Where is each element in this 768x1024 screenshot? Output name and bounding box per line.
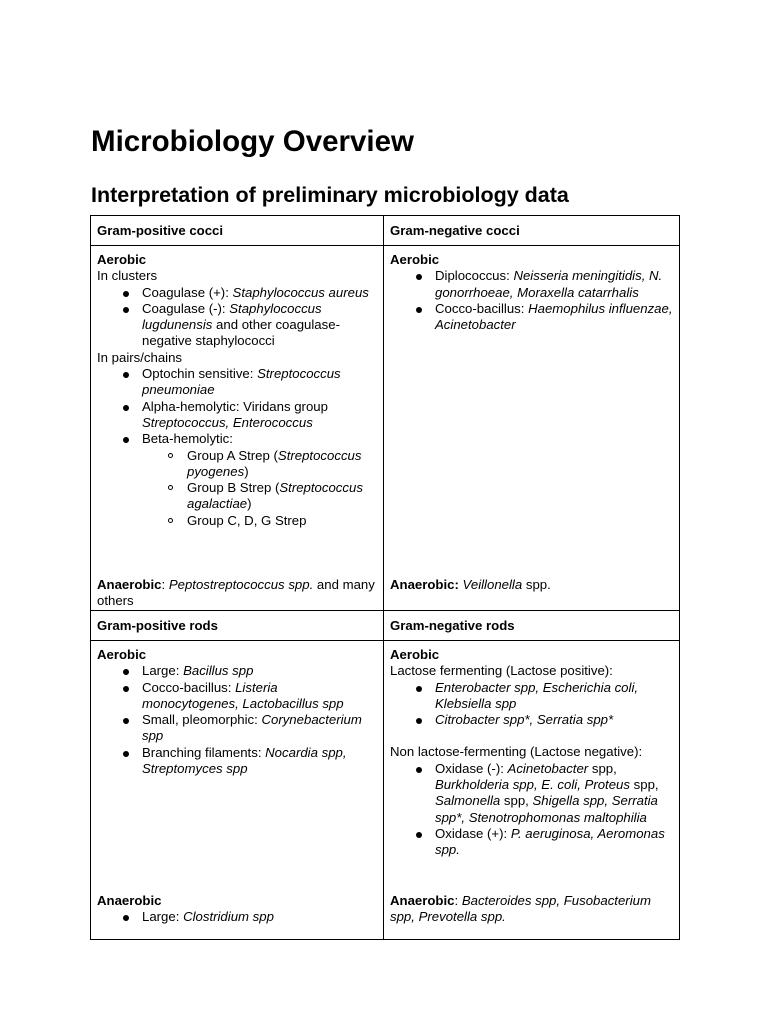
aerobic-label: Aerobic — [97, 252, 147, 267]
anaerobic-note: Anaerobic: Veillonella spp. — [390, 577, 551, 592]
anaerobic-note: Anaerobic: Peptostreptococcus spp. and many others — [97, 577, 375, 609]
cell-gram-positive-cocci — [91, 246, 384, 611]
table-row-cocci — [91, 246, 680, 611]
cell-gram-positive-rods — [91, 641, 384, 940]
list-item: Diplococcus: Neisseria meningitidis, N. gonorrhoeae, Moraxella catarrhalis — [435, 268, 673, 301]
table-row-rods — [91, 641, 680, 940]
table-header-row — [91, 611, 680, 641]
bullet-list — [390, 268, 673, 333]
table-header-row — [91, 216, 680, 246]
sub-list-item: Group A Strep (Streptococcus pyogenes) — [187, 448, 377, 481]
list-item: Large: Clostridium spp — [142, 909, 375, 925]
list-item: Cocco-bacillus: Haemophilus influenzae, Acinetobacter — [435, 300, 673, 333]
list-item: Oxidase (+): P. aeruginosa, Aeromonas spp. — [435, 826, 673, 859]
header-gram-negative-rods: Gram-negative rods — [384, 611, 680, 641]
list-item: Large: Bacillus spp — [142, 663, 377, 679]
header-gram-positive-rods: Gram-positive rods — [91, 611, 384, 641]
header-gram-positive-cocci: Gram-positive cocci — [91, 216, 384, 246]
list-item: Cocco-bacillus: Listeria monocytogenes, Lactobacillus spp — [142, 680, 377, 713]
bullet-list — [97, 909, 375, 925]
anaerobic-note: Anaerobic: Bacteroides spp, Fusobacterium spp, Prevotella spp. — [390, 893, 651, 925]
cell-gram-negative-cocci — [384, 246, 680, 611]
list-item: Coagulase (+): Staphylococcus aureus — [142, 285, 377, 301]
spacer — [390, 728, 673, 744]
sub-list-item: Group B Strep (Streptococcus agalactiae) — [187, 480, 377, 513]
cell-gram-negative-rods — [384, 641, 680, 940]
subheading-lactose-negative: Non lactose-fermenting (Lactose negative): — [390, 744, 643, 760]
list-item: Small, pleomorphic: Corynebacterium spp — [142, 712, 377, 745]
list-item: Optochin sensitive: Streptococcus pneumoniae — [142, 366, 377, 399]
bullet-list — [97, 285, 377, 350]
section-title: Interpretation of preliminary microbiology data — [91, 183, 569, 207]
bullet-list — [390, 761, 673, 859]
bullet-list — [390, 680, 673, 729]
list-item: Branching filaments: Nocardia spp, Streptomyces spp — [142, 745, 377, 778]
list-item: Alpha-hemolytic: Viridans group Streptococcus, Enterococcus — [142, 399, 377, 432]
list-item: Citrobacter spp*, Serratia spp* — [435, 712, 673, 728]
aerobic-label: Aerobic — [390, 252, 440, 267]
bullet-list — [97, 663, 377, 777]
page-title: Microbiology Overview — [91, 125, 414, 158]
list-item: Oxidase (-): Acinetobacter spp, Burkholderia spp, E. coli, Proteus spp, Salmonella spp, Shigella spp, Serratia spp*, Stenotrophomonas maltophilia — [435, 761, 673, 826]
aerobic-label: Aerobic — [97, 647, 147, 662]
list-item: Coagulase (-): Staphylococcus lugdunensis and other coagulase-negative staphylococci — [142, 301, 377, 350]
list-item: Enterobacter spp, Escherichia coli, Klebsiella spp — [435, 680, 673, 713]
list-item: Beta-hemolytic: Group A Strep (Streptococcus pyogenes) Group B Strep (Streptococcus agalactiae) Group C, D, G Strep — [142, 431, 377, 529]
anaerobic-note: Anaerobic Large: Clostridium spp — [97, 893, 375, 926]
header-gram-negative-cocci: Gram-negative cocci — [384, 216, 680, 246]
sub-list-item: Group C, D, G Strep — [187, 513, 377, 529]
subheading-pairs-chains: In pairs/chains — [97, 349, 183, 365]
microbiology-table — [90, 215, 680, 940]
bullet-list — [97, 366, 377, 529]
subheading-lactose-positive: Lactose fermenting (Lactose positive): — [390, 663, 613, 679]
sub-list — [142, 448, 377, 529]
subheading-clusters: In clusters — [97, 268, 158, 284]
aerobic-label: Aerobic — [390, 647, 440, 662]
